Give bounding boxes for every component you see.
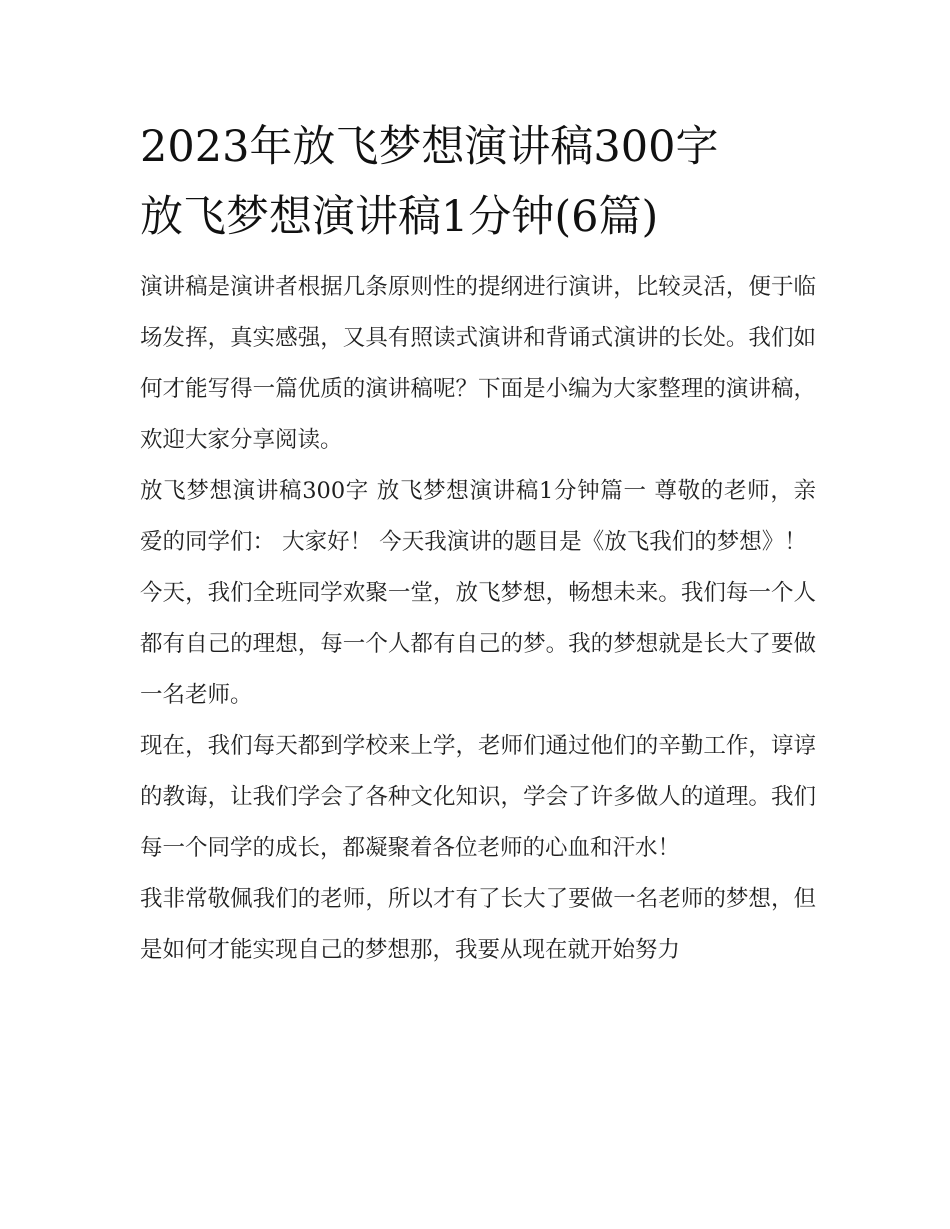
- title-line-1: 2023年放飞梦想演讲稿300字: [140, 122, 719, 172]
- document-page: [140, 112, 816, 976]
- paragraph-admiration: 我非常敬佩我们的老师，所以才有了长大了要做一名老师的梦想，但是如何才能实现自己的梦想那，我要从现在就开始努力: [140, 886, 816, 963]
- paragraph-greeting: 放飞梦想演讲稿300字 放飞梦想演讲稿1分钟篇一 尊敬的老师，亲爱的同学们： 大家好！ 今天我演讲的题目是《放飞我们的梦想》！: [140, 478, 816, 555]
- paragraph-dream: 今天，我们全班同学欢聚一堂，放飞梦想，畅想未来。我们每一个人都有自己的理想，每一个人都有自己的梦。我的梦想就是长大了要做一名老师。: [140, 580, 816, 708]
- document-title: [140, 112, 816, 252]
- paragraph-teachers: 现在，我们每天都到学校来上学，老师们通过他们的辛勤工作，谆谆的教诲，让我们学会了各种文化知识，学会了许多做人的道理。我们每一个同学的成长，都凝聚着各位老师的心血和汗水！: [140, 733, 816, 861]
- title-line-2: 放飞梦想演讲稿1分钟(6篇): [140, 192, 659, 242]
- paragraph-intro: 演讲稿是演讲者根据几条原则性的提纲进行演讲，比较灵活，便于临场发挥，真实感强，又具有照读式演讲和背诵式演讲的长处。我们如何才能写得一篇优质的演讲稿呢？下面是小编为大家整理的演讲稿，欢迎大家分享阅读。: [140, 274, 816, 453]
